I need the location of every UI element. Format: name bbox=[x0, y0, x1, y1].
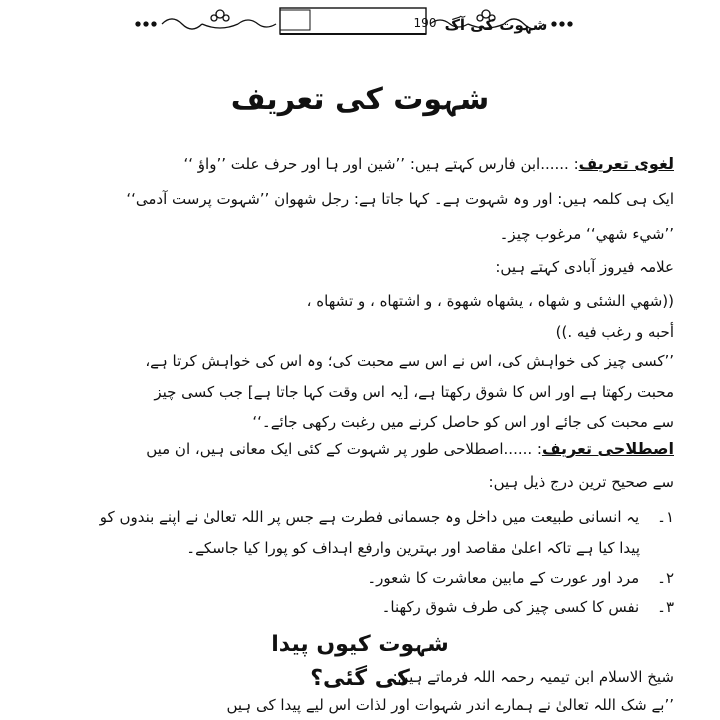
lexical-line-9: سے محبت کی جائے اور اس کو حاصل کرنے میں رغبت رکھی جائے۔‘‘ bbox=[252, 413, 674, 431]
page-title: شہوت کی تعریف bbox=[230, 82, 490, 117]
lexical-line-2: ایک ہی کلمہ ہیں: اور وہ شہوت ہے۔ کہا جاتا ہے: رجل شھوان ’’شہوت پرست آدمی‘‘ bbox=[126, 190, 674, 208]
list-item: ۳۔ نفس کا کسی چیز کی طرف شوق رکھنا۔ bbox=[381, 598, 674, 616]
page-number: 190 bbox=[413, 16, 437, 30]
lexical-line-3: ’’شيء شهي‘‘ مرغوب چیز۔ bbox=[499, 225, 674, 243]
lexical-term: لغوی تعریف bbox=[578, 154, 674, 173]
list-item-continuation: پیدا کیا ہے تاکہ اعلیٰ مقاصد اور بہترین وارفع اہداف کو پورا کیا جاسکے۔ bbox=[186, 539, 640, 557]
closing-line-2: ’’بے شک اللہ تعالیٰ نے ہمارے اندر شہوات اور لذات اس لیے پیدا کی ہیں bbox=[226, 696, 674, 714]
list-item: ۲۔ مرد اور عورت کے مابین معاشرت کا شعور۔ bbox=[367, 569, 674, 587]
technical-term: اصطلاحی تعریف bbox=[541, 439, 674, 458]
lexical-line-5: ((شهي الشئی و شهاه ، يشهاه شهوة ، و اشتهاه ، و تشهاه ، bbox=[306, 292, 674, 310]
technical-line-2: سے صحیح ترین درج ذیل ہیں: bbox=[488, 473, 674, 491]
section-subheading: شہوت کیوں پیدا کی گئی؟ bbox=[271, 632, 449, 691]
lexical-line-8: محبت رکھتا ہے اور اس کا شوق رکھتا ہے، [یہ اس وقت کہا جاتا ہے] جب کسی چیز bbox=[154, 383, 674, 401]
lexical-line-4: علامہ فیروز آبادی کہتے ہیں: bbox=[495, 258, 674, 276]
technical-line-1: اصطلاحی تعریف: ......اصطلاحی طور پر شہوت کے کئی ایک معانی ہیں، ان میں bbox=[146, 439, 674, 458]
lexical-line-6: أحبه و رغب فيه .)) bbox=[555, 323, 674, 341]
running-title: شہوت کی آگ bbox=[444, 16, 548, 34]
lexical-line-1: لغوی تعریف: ......ابن فارس کہتے ہیں: ’’شین اور ہا اور حرف علت ’’واؤ ‘‘ bbox=[183, 154, 674, 173]
closing-line-1: شیخ الاسلام ابن تیمیہ رحمہ اللہ فرماتے ہیں: bbox=[392, 668, 674, 686]
list-item: ۱۔ یہ انسانی طبیعت میں داخل وہ جسمانی فطرت ہے جس پر اللہ تعالیٰ نے اپنے بندوں کو bbox=[99, 508, 674, 526]
lexical-line-7: ’’کسی چیز کی خواہش کی، اس نے اس سے محبت کی؛ وہ اس کی خواہش کرتا ہے، bbox=[145, 352, 674, 370]
page-header bbox=[130, 4, 590, 38]
